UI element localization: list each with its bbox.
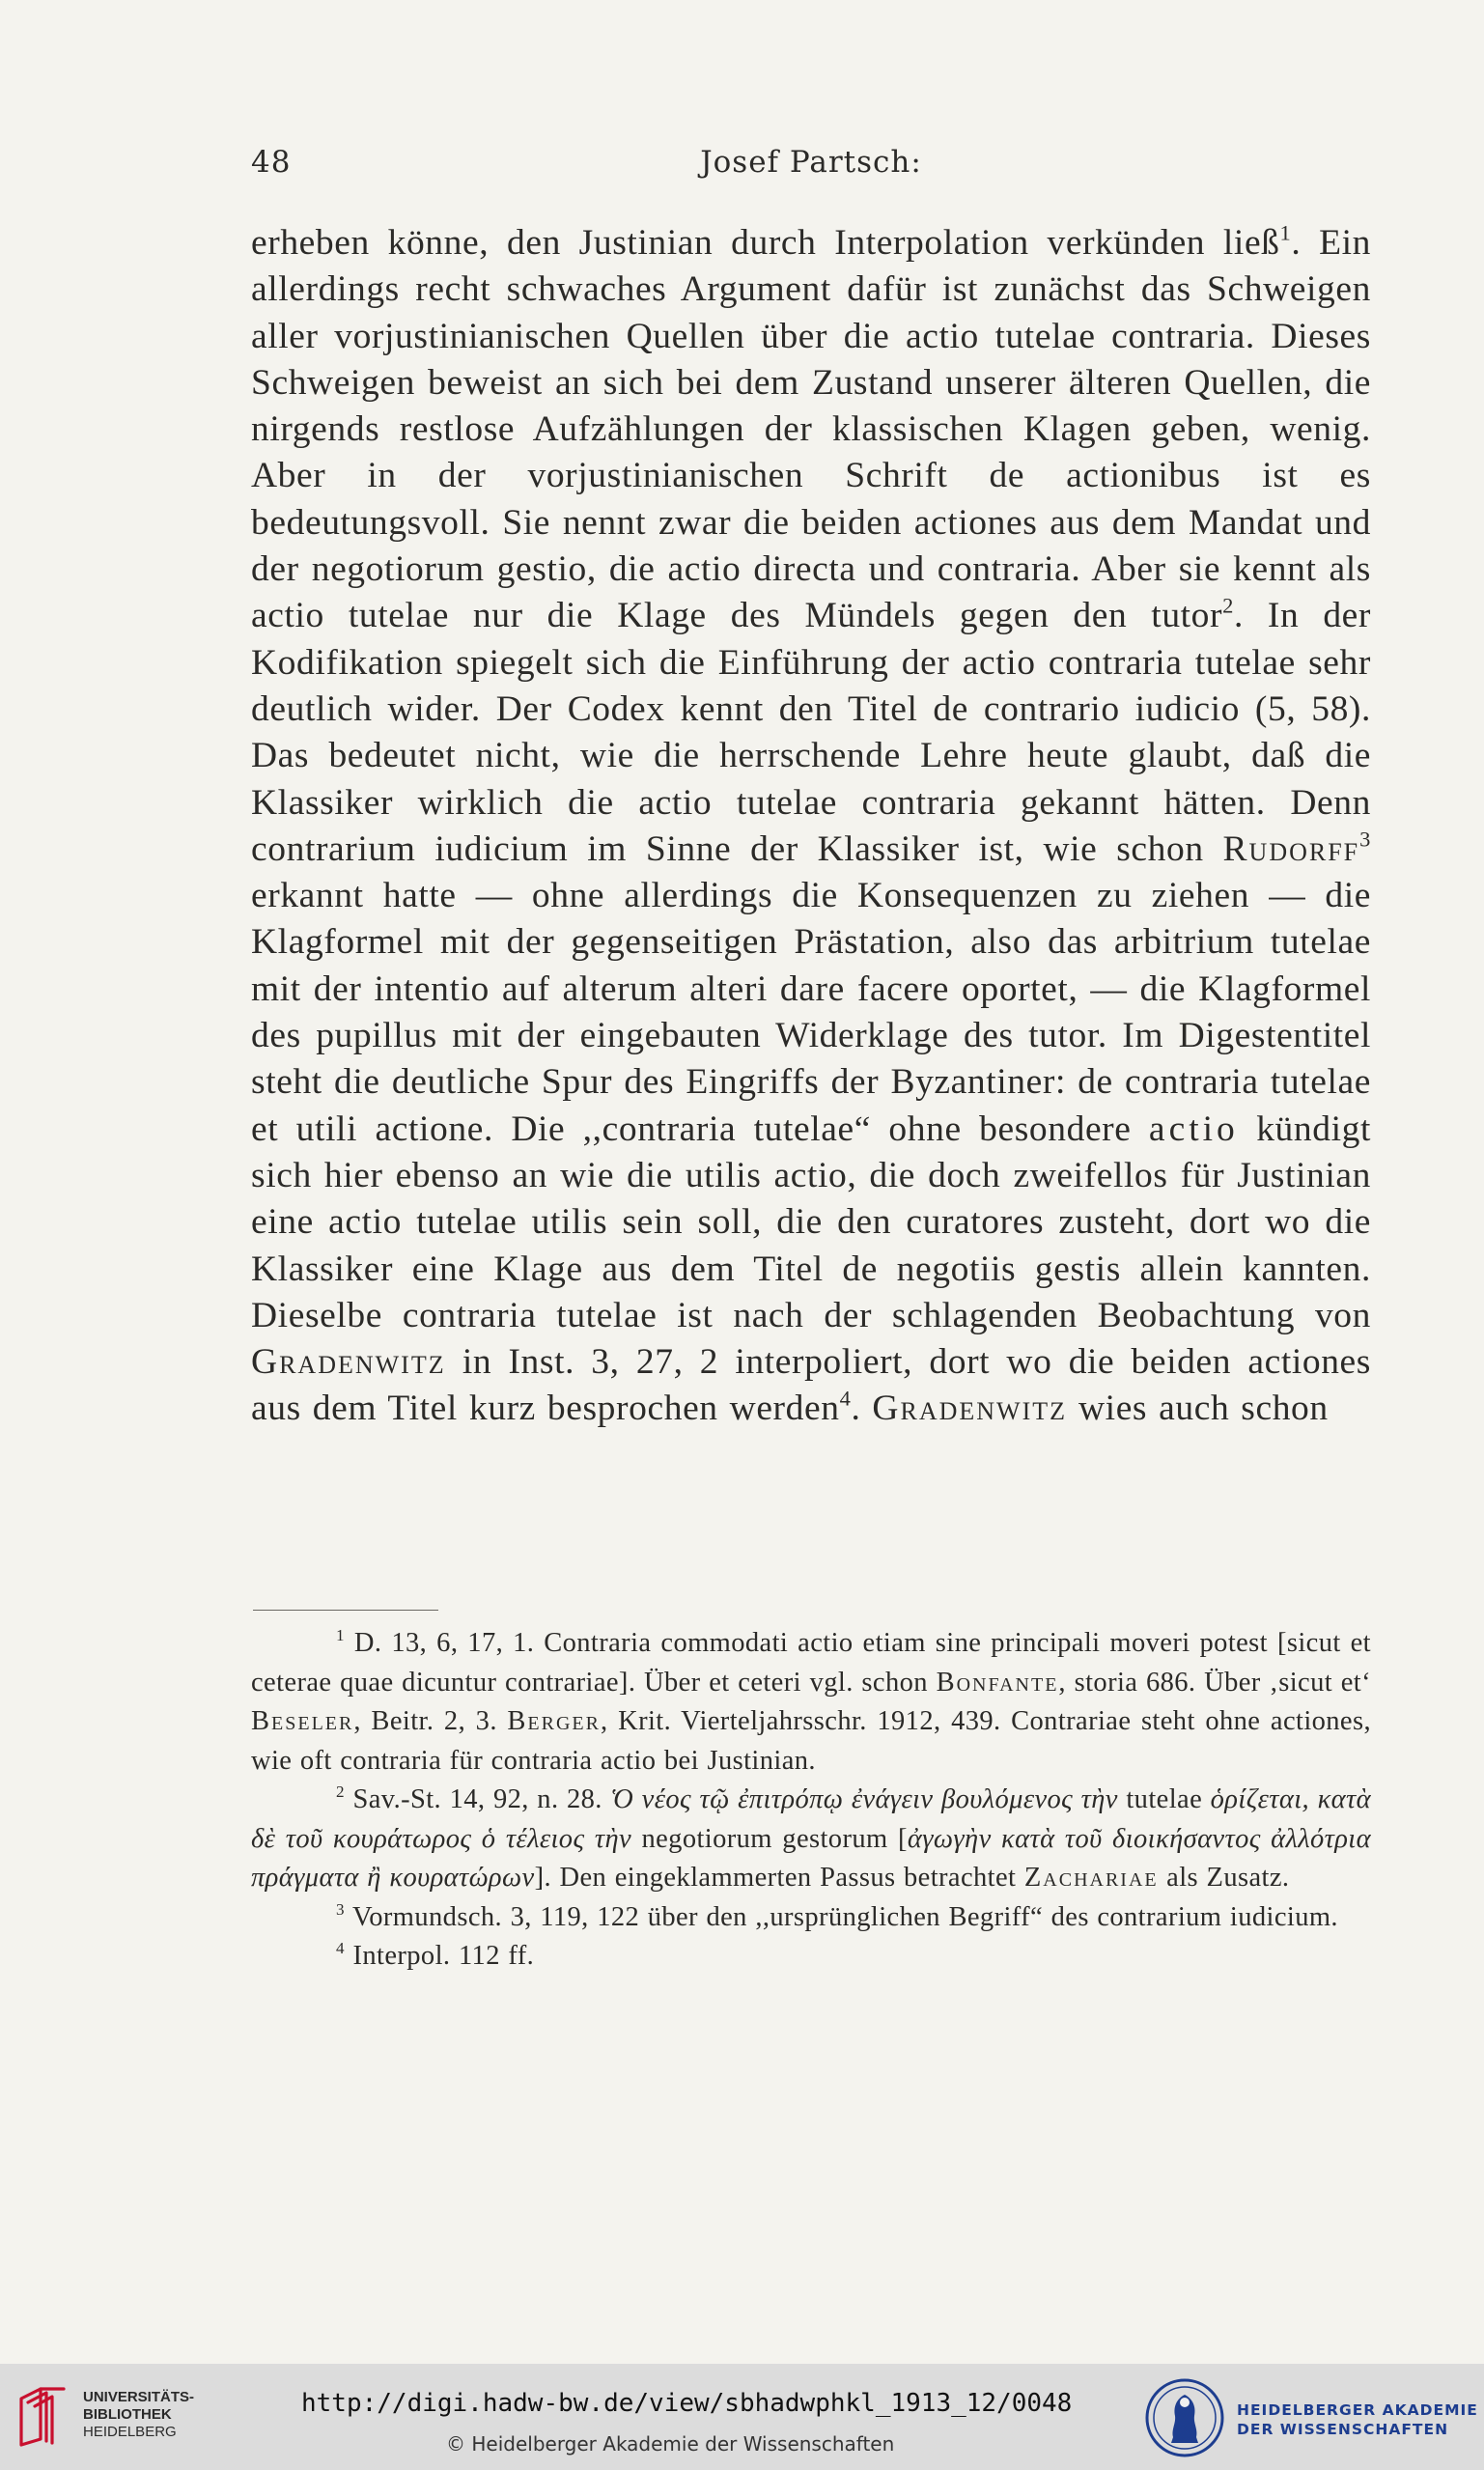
author-name-gradenwitz: Gradenwitz (872, 1389, 1068, 1429)
university-library-logo[interactable] (14, 2385, 216, 2453)
footnote-ref-1[interactable]: 1 (1279, 220, 1292, 245)
ub-book-icon (14, 2385, 71, 2449)
footnote-3: $^3$ Vormundsch. 3, 119, 122 über den ,,ursprünglichen Begriff“ des contrarium iudicium. (336, 1899, 1338, 1932)
footnote-number: 1 (336, 1625, 345, 1644)
footnote-ref-3[interactable]: 3 (1359, 827, 1371, 852)
footnote-ref-4[interactable]: 4 (839, 1386, 852, 1411)
footnote-2: $^2$ Sav.-St. 14, 92, n. 28. Ὁ νέος τῷ ἐπιτρόπῳ ἐνάγειν βουλόμενος τὴν tutelae ὁρίζεται, κατὰ δὲ τοῦ κουράτωρος ὁ τέλειος τὴν negotiorum gestorum [ἀγωγὴν κατὰ τοῦ διοικήσαντος ἀλλότρια πράγματα ἢ κουρατώρων]. Den eingeklammerten Passus betrachtet Zachariae als Zusatz. (251, 1782, 1371, 1893)
academy-seal-icon (1144, 2377, 1225, 2458)
ub-name: UNIVERSITÄTS- BIBLIOTHEK HEIDELBERG (83, 2389, 195, 2440)
page-header (251, 145, 1371, 193)
author-name-gradenwitz: Gradenwitz (251, 1342, 446, 1383)
academy-name: HEIDELBERGER AKADEMIE DER WISSENSCHAFTEN (1237, 2401, 1478, 2438)
permalink-url[interactable]: http://digi.hadw-bw.de/view/sbhadwphkl_1913_12/0048 (301, 2389, 1073, 2418)
spaced-word-actio: actio (1148, 1109, 1239, 1149)
page-number: 48 (251, 145, 292, 180)
author-name-zachariae: Zachariae (1023, 1863, 1159, 1893)
author-name-berger: Berger (507, 1706, 601, 1736)
footnote-1: $^1$ D. 13, 6, 17, 1. Contraria commodati actio etiam sine principali moveri potest [sicut et ceterae quae dicuntur contrariae]. Über et ceteri vgl. schon Bonfante, storia 686. Über ‚sicut et‘ Beseler, Beitr. 2, 3. Berger, Krit. Vierteljahrsschr. 1912, 439. Contrariae steht ohne actiones, wie oft contraria für contraria actio bei Justinian. (251, 1625, 1371, 1776)
greek-quote: ὁρίζεται, κατὰ δὲ τοῦ κουράτωρος ὁ τέλειος τὴν (251, 1784, 1371, 1854)
author-name-rudorff: Rudorff (1222, 828, 1360, 869)
copyright-notice: © Heidelberger Akademie der Wissenschaften (446, 2432, 895, 2456)
main-text (251, 220, 1371, 1433)
footnote-number: 2 (336, 1782, 345, 1801)
viewer-footer (0, 2364, 1484, 2470)
footnote-ref-2[interactable]: 2 (1222, 593, 1234, 618)
footnote-divider (253, 1610, 438, 1611)
academy-logo[interactable] (1144, 2377, 1478, 2459)
author-name-beseler: Beseler (251, 1706, 354, 1736)
running-title: Josef Partsch: (700, 145, 922, 180)
footnotes (251, 1624, 1371, 1977)
footnote-number: 4 (336, 1938, 345, 1957)
greek-quote: ἀγωγὴν κατὰ τοῦ διοικήσαντος ἀλλότρια πράγματα ἢ κουρατώρων (251, 1823, 1371, 1893)
greek-quote: Ὁ νέος τῷ ἐπιτρόπῳ ἐνάγειν βουλόμενος τὴν (610, 1784, 1118, 1814)
footnote-number: 3 (336, 1899, 345, 1919)
body-paragraph: erheben könne, den Justinian durch Interpolation verkünden ließ$^1$. Ein allerdings recht schwaches Argument dafür ist zunächst das Schweigen aller vorjustinianischen Quellen über die actio tutelae contraria. Dieses Schweigen beweist an sich bei dem Zustand unserer älteren Quellen, die nirgends restlose Aufzählungen der klassischen Klagen geben, wenig. Aber in der vorjustinianischen Schrift de actionibus ist es bedeutungsvoll. Sie nennt zwar die beiden actiones aus dem Mandat und der negotiorum gestio, die actio directa und contraria. Aber sie kennt als actio tutelae nur die Klage des Mündels gegen den tutor$^2$. In der Kodifikation spiegelt sich die Einführung der actio contraria tutelae sehr deutlich wider. Der Codex kennt den Titel de contrario iudicio (5, 58). Das bedeutet nicht, wie die herrschende Lehre heute glaubt, daß die Klassiker wirklich die actio tutelae contraria gekannt hätten. Denn contrarium iudicium im Sinne der Klassiker ist, wie schon Rudorff$^3$ erkannt hatte — ohne allerdings die Konsequenzen zu ziehen — die Klagformel mit der gegenseitigen Prästation, also das arbitrium tutelae mit der intentio auf alterum alteri dare facere oportet, — die Klagformel des pupillus mit der eingebauten Widerklage des tutor. Im Digestentitel steht die deutliche Spur des Eingriffs der Byzantiner: de contraria tutelae et utili actione. Die ,,contraria tutelae“ ohne besondere actio kündigt sich hier ebenso an wie die utilis actio, die doch zweifellos für Justinian eine actio tutelae utilis sein soll, die den curatores zusteht, dort wo die Klassiker eine Klage aus dem Titel de negotiis gestis allein kannten. Dieselbe contraria tutelae ist nach der schlagenden Beobachtung von Gradenwitz in Inst. 3, 27, 2 interpoliert, dort wo die beiden actiones aus dem Titel kurz besprochen werden$^4$. Gradenwitz wies auch schon (251, 220, 1371, 1429)
author-name-bonfante: Bonfante (936, 1667, 1059, 1698)
footnote-4: $^4$ Interpol. 112 ff. (336, 1938, 535, 1971)
